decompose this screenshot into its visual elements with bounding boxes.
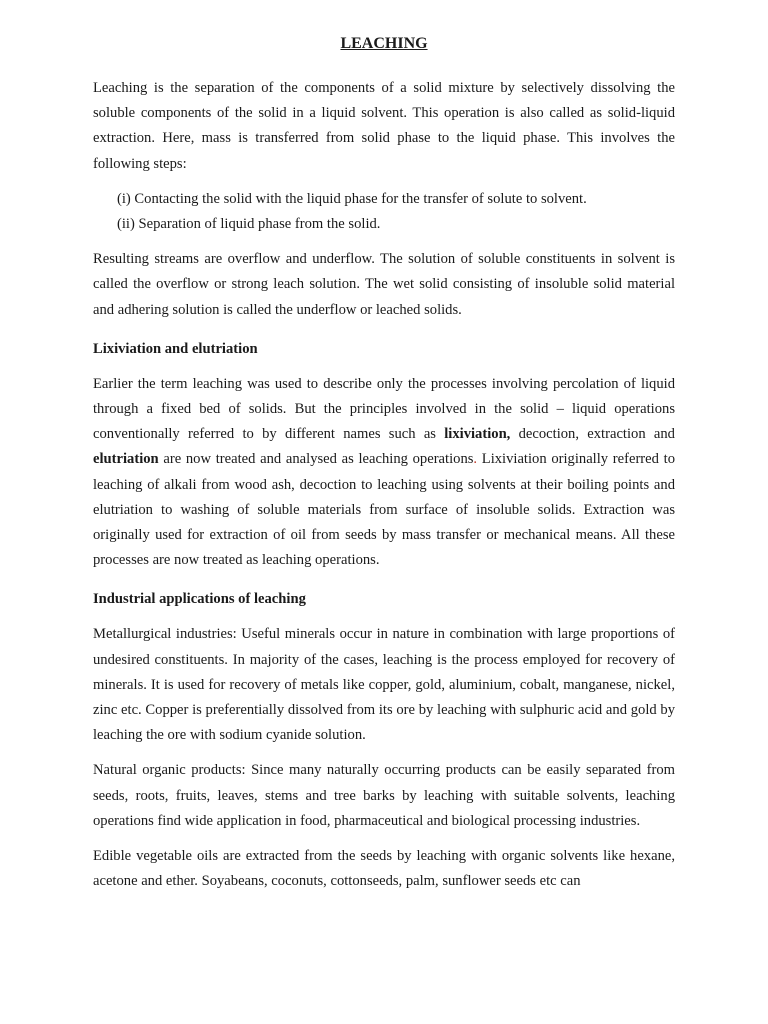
organic-products-paragraph: Natural organic products: Since many naturally occurring products can be easily separated from seeds, roots, fruits, leaves, stems and tree barks by leaching with suitable solvents, leaching operations find wide application in food, pharmaceutical and biological processing industries. xyxy=(93,762,675,829)
red-period: . xyxy=(473,451,478,468)
step-item-2: (ii) Separation of liquid phase from the solid. xyxy=(117,216,381,233)
steps-list xyxy=(93,187,675,237)
lixiviation-text-c: are now treated and analysed as leaching operations xyxy=(158,451,474,468)
term-lixiviation: lixiviation, xyxy=(444,426,511,443)
metallurgical-paragraph: Metallurgical industries: Useful minerals occur in nature in combination with large proportions of undesired constituents. In majority of the cases, leaching is the process employed for recovery of minerals. It is used for recovery of metals like copper, gold, aluminium, cobalt, manganese, nickel, zinc etc. Copper is preferentially dissolved from its ore by leaching with sulphuric acid and gold by leaching the ore with sodium cyanide solution. xyxy=(93,626,675,744)
document-page xyxy=(93,32,675,904)
edible-oils-paragraph: Edible vegetable oils are extracted from the seeds by leaching with organic solvents like hexane, acetone and ether. Soyabeans, coconuts, cottonseeds, palm, sunflower seeds etc can xyxy=(93,848,675,890)
intro-paragraph: Leaching is the separation of the components of a solid mixture by selectively dissolving the soluble components of the solid in a liquid solvent. This operation is also called as solid-liquid extraction. Here, mass is transferred from solid phase to the liquid phase. This involves the following steps: xyxy=(93,80,675,172)
term-elutriation: elutriation xyxy=(93,451,159,468)
lixiviation-text-b: decoction, extraction and xyxy=(510,426,675,443)
lixiviation-text-a: Earlier the term leaching was used to describe only the processes involving percolation of liquid through a fixed bed of solids. But the principles involved in the solid – liquid operations conventionally referred to by different names such as xyxy=(93,375,675,443)
lixiviation-paragraph xyxy=(93,372,675,574)
step-item-1: (i) Contacting the solid with the liquid phase for the transfer of solute to solvent. xyxy=(117,190,587,207)
lixiviation-text-d: Lixiviation originally referred to leaching of alkali from wood ash, decoction to leaching using solvents at their boiling points and elutriation to washing of soluble materials from surface of insoluble solids. Extraction was originally used for extraction of oil from seeds by mass transfer or mechanical means. All these processes are now treated as leaching operations. xyxy=(93,451,675,569)
section-heading-industrial: Industrial applications of leaching xyxy=(93,591,306,608)
streams-paragraph: Resulting streams are overflow and underflow. The solution of soluble constituents in solvent is called the overflow or strong leach solution. The wet solid consisting of insoluble solid material and adhering solution is called the underflow or leached solids. xyxy=(93,251,675,318)
page-title: LEACHING xyxy=(340,35,428,52)
section-heading-lixiviation: Lixiviation and elutriation xyxy=(93,340,258,357)
